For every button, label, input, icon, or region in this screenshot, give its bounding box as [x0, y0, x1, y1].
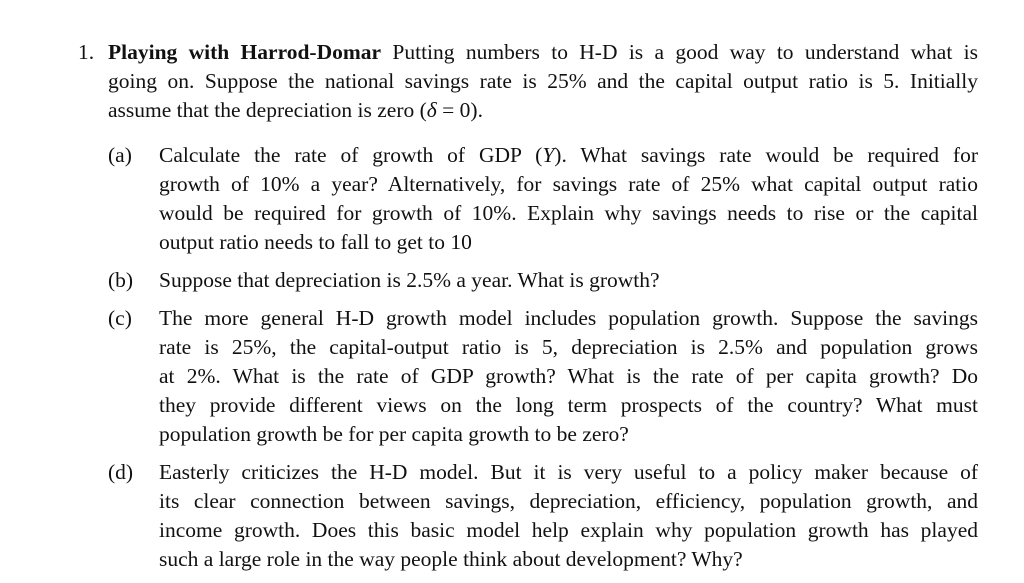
part-d-line-2: its clear connection between savings, depreciation, efficiency, population growth, and [159, 489, 978, 513]
part-b [108, 266, 978, 295]
problem-number: 1. [78, 40, 95, 64]
problem-intro [108, 38, 978, 125]
part-b-line-1: Suppose that depreciation is 2.5% a year. What is growth? [159, 268, 660, 292]
intro-text-3b: = 0). [436, 98, 483, 122]
part-a-line-1 [159, 141, 978, 170]
part-a [108, 141, 978, 257]
part-d-line-4: such a large role in the way people think about development? Why? [159, 547, 743, 571]
part-a-text [159, 141, 978, 257]
part-d-label: (d) [108, 460, 134, 484]
part-c-text [159, 304, 978, 449]
problem-parts [108, 141, 978, 574]
part-a-line-4: output ratio needs to fall to get to 10 [159, 230, 472, 254]
part-d [108, 458, 978, 574]
problem-1 [78, 38, 978, 583]
part-a-label: (a) [108, 143, 132, 167]
part-a-line-2: growth of 10% a year? Alternatively, for savings rate of 25% what capital output ratio [159, 172, 978, 196]
problem-title: Playing with Harrod-Domar [108, 40, 382, 64]
part-c-line-1: The more general H-D growth model includes population growth. Suppose the savings [159, 306, 978, 330]
part-b-label: (b) [108, 268, 134, 292]
delta-symbol: δ [426, 98, 437, 122]
part-d-line-1: Easterly criticizes the H-D model. But it is very useful to a policy maker because of [159, 460, 978, 484]
part-c-line-3: at 2%. What is the rate of GDP growth? What is the rate of per capita growth? Do [159, 364, 978, 388]
problem-header [78, 38, 978, 125]
part-c-label: (c) [108, 306, 132, 330]
part-c-line-2: rate is 25%, the capital-output ratio is 5, depreciation is 2.5% and population grows [159, 335, 978, 359]
intro-text-3a: assume that the depreciation is zero ( [108, 98, 427, 122]
part-c-line-4: they provide different views on the long term prospects of the country? What must [159, 393, 978, 417]
part-b-text [159, 266, 978, 295]
gdp-symbol: Y [542, 143, 555, 167]
intro-line-1 [108, 38, 978, 67]
intro-text-1: Putting numbers to H-D is a good way to understand what is [392, 40, 978, 64]
part-a-line-1a: Calculate the rate of growth of GDP ( [159, 143, 543, 167]
intro-line-2: going on. Suppose the national savings rate is 25% and the capital output ratio is 5. Initially [108, 69, 978, 93]
part-d-line-3: income growth. Does this basic model help explain why population growth has played [159, 518, 978, 542]
part-a-line-3: would be required for growth of 10%. Explain why savings needs to rise or the capital [159, 201, 978, 225]
part-d-text [159, 458, 978, 574]
part-a-line-1b: ). What savings rate would be required for [554, 143, 978, 167]
part-c [108, 304, 978, 449]
intro-line-3 [108, 96, 978, 125]
part-c-line-5: population growth be for per capita growth to be zero? [159, 422, 629, 446]
